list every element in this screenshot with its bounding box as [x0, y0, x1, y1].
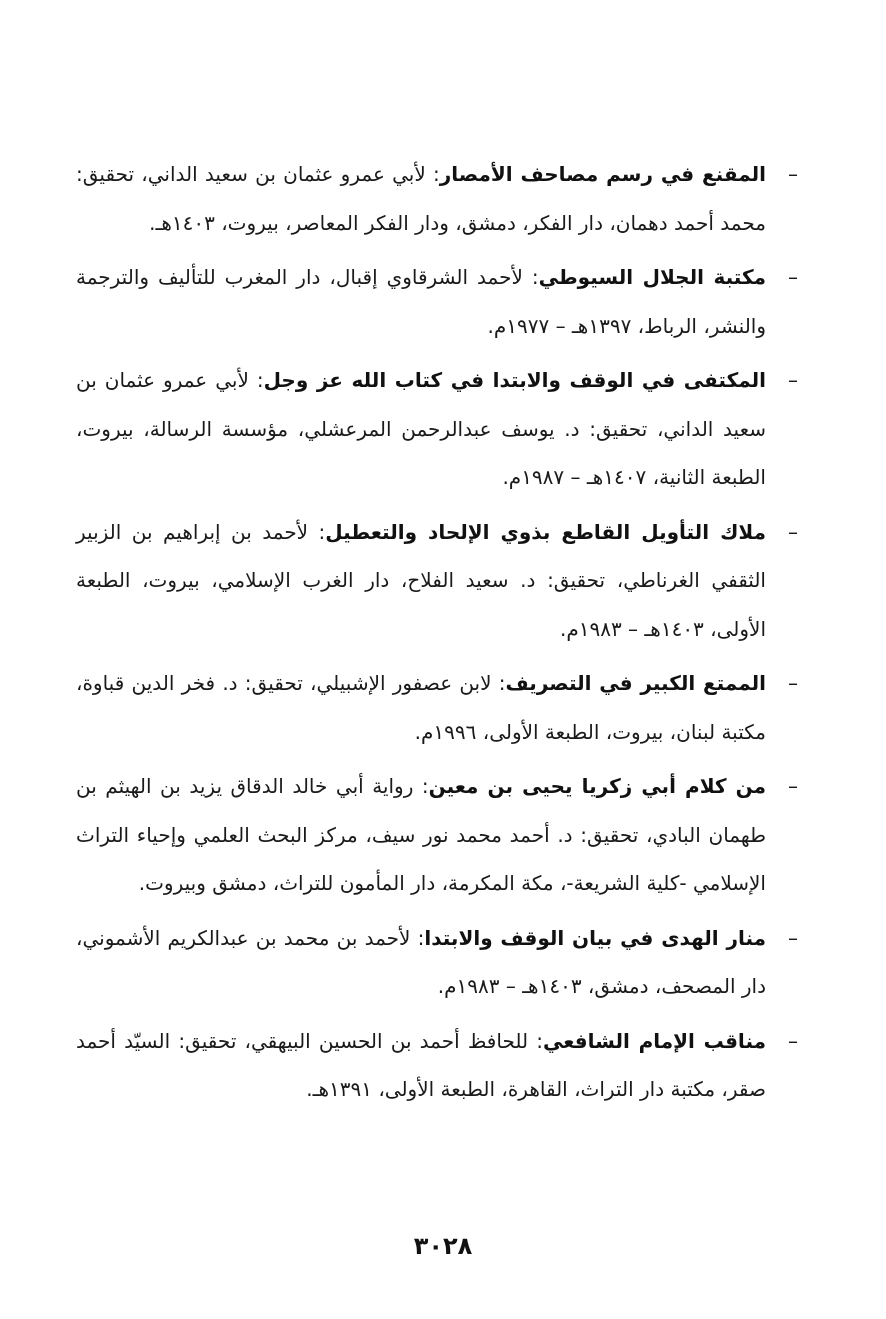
bibliography-entry [76, 1017, 798, 1114]
bibliography-entry [76, 762, 798, 908]
entry-details: : لأحمد بن محمد بن عبدالكريم الأشموني، دار المصحف، دمشق، ١٤٠٣هـ – ١٩٨٣م. [76, 925, 766, 998]
entry-dash: – [788, 265, 798, 289]
entry-title: مناقب الإمام الشافعي [542, 1028, 766, 1053]
bibliography-entry [76, 253, 798, 350]
entry-details: : لأبي عمرو عثمان بن سعيد الداني، تحقيق: محمد أحمد دهمان، دار الفكر، دمشق، ودار الفكر المعاصر، بيروت، ١٤٠٣هـ. [76, 162, 766, 235]
entry-dash: – [788, 774, 798, 798]
bibliography-list [76, 150, 798, 1120]
bibliography-entry [76, 356, 798, 502]
entry-details: : لأحمد الشرقاوي إقبال، دار المغرب للتأليف والترجمة والنشر، الرباط، ١٣٩٧هـ – ١٩٧٧م. [76, 265, 766, 338]
entry-title: المكتفى في الوقف والابتدا في كتاب الله عز وجل [263, 368, 766, 392]
bibliography-entry [76, 508, 798, 654]
bibliography-entry [76, 659, 798, 756]
entry-dash: – [788, 925, 798, 950]
entry-title: من كلام أبي زكريا يحيى بن معين [428, 774, 766, 798]
entry-dash: – [788, 671, 798, 695]
bibliography-entry [76, 150, 798, 247]
entry-details: : لأحمد بن إبراهيم بن الزبير الثقفي الغرناطي، تحقيق: د. سعيد الفلاح، دار الغرب الإسلامي، بيروت، الطبعة الأولى، ١٤٠٣هـ – ١٩٨٣م. [76, 519, 766, 641]
entry-details: : لأبي عمرو عثمان بن سعيد الداني، تحقيق: د. يوسف عبدالرحمن المرعشلي، مؤسسة الرسالة، بيروت، الطبعة الثانية، ١٤٠٧هـ – ١٩٨٧م. [76, 368, 766, 489]
entry-dash: – [788, 519, 798, 544]
entry-details: : لابن عصفور الإشبيلي، تحقيق: د. فخر الدين قباوة، مكتبة لبنان، بيروت، الطبعة الأولى، ١٩٩٦م. [76, 671, 766, 744]
entry-title: ملاك التأويل القاطع بذوي الإلحاد والتعطيل [325, 519, 766, 544]
entry-title: مكتبة الجلال السيوطي [538, 265, 766, 289]
entry-details: : للحافظ أحمد بن الحسين البيهقي، تحقيق: السيّد أحمد صقر، مكتبة دار التراث، القاهرة، الطبعة الأولى، ١٣٩١هـ. [76, 1028, 766, 1101]
entry-dash: – [788, 1028, 798, 1053]
page-number: ٣٠٢٨ [413, 1232, 473, 1260]
entry-dash: – [788, 368, 798, 392]
entry-details: : رواية أبي خالد الدقاق يزيد بن الهيثم بن طهمان البادي، تحقيق: د. أحمد محمد نور سيف، مركز البحث العلمي وإحياء التراث الإسلامي -كلية الشريعة-، مكة المكرمة، دار المأمون للتراث، دمشق وبيروت. [76, 774, 766, 895]
entry-title: المقنع في رسم مصاحف الأمصار [439, 162, 766, 186]
entry-dash: – [788, 162, 798, 186]
entry-title: الممتع الكبير في التصريف [505, 671, 767, 695]
bibliography-entry [76, 914, 798, 1011]
entry-title: منار الهدى في بيان الوقف والابتدا [424, 925, 767, 950]
